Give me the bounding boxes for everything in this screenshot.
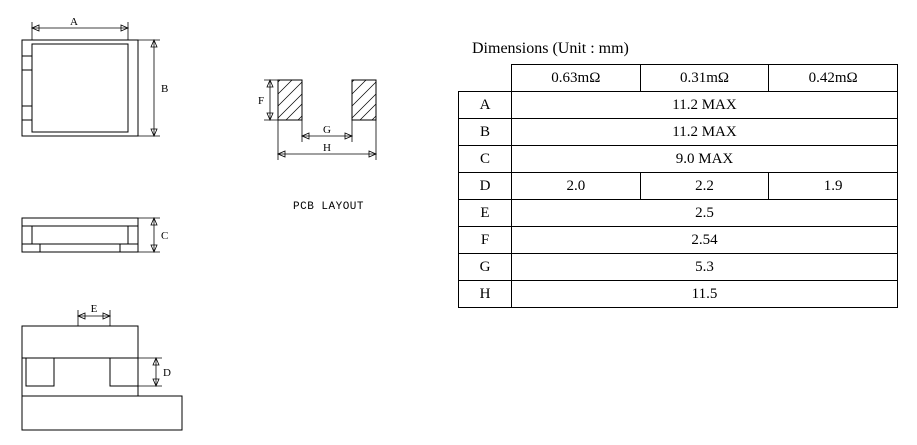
row-value-d-1: 2.2	[640, 173, 769, 200]
table-row	[459, 146, 898, 173]
row-value-d-0: 2.0	[512, 173, 641, 200]
row-value-g: 5.3	[512, 254, 898, 281]
dimensions-table-block	[458, 40, 898, 308]
row-label-g: G	[459, 254, 512, 281]
table-header-row	[459, 65, 898, 92]
dim-label-d: D	[163, 367, 171, 379]
row-label-h: H	[459, 281, 512, 308]
side-view-drawing	[10, 212, 170, 262]
dim-label-g: G	[323, 124, 331, 136]
table-row	[459, 200, 898, 227]
dim-label-b: B	[161, 83, 169, 95]
dim-label-a: A	[70, 16, 78, 28]
row-value-a: 11.2 MAX	[512, 92, 898, 119]
table-col-header-2: 0.42mΩ	[769, 65, 898, 92]
row-label-b: B	[459, 119, 512, 146]
bottom-view-drawing	[10, 300, 180, 435]
row-label-f: F	[459, 227, 512, 254]
dim-label-c: C	[161, 230, 169, 242]
dim-label-e: E	[90, 303, 98, 315]
table-col-header-0: 0.63mΩ	[512, 65, 641, 92]
row-label-c: C	[459, 146, 512, 173]
pcb-layout-drawing	[248, 72, 408, 192]
row-value-e: 2.5	[512, 200, 898, 227]
table-row	[459, 92, 898, 119]
row-label-e: E	[459, 200, 512, 227]
table-row	[459, 254, 898, 281]
table-col-header-1: 0.31mΩ	[640, 65, 769, 92]
dim-label-h: H	[323, 142, 331, 154]
table-row	[459, 119, 898, 146]
dimensions-table-title: Dimensions (Unit : mm)	[472, 40, 629, 57]
row-value-f: 2.54	[512, 227, 898, 254]
row-value-c: 9.0 MAX	[512, 146, 898, 173]
row-value-b: 11.2 MAX	[512, 119, 898, 146]
row-label-d: D	[459, 173, 512, 200]
pcb-layout-caption: PCB LAYOUT	[293, 201, 365, 213]
row-value-d-2: 1.9	[769, 173, 898, 200]
table-row	[459, 227, 898, 254]
dim-label-f: F	[258, 95, 265, 107]
top-view-drawing	[10, 18, 170, 148]
table-row	[459, 281, 898, 308]
dimensions-table	[458, 64, 898, 308]
row-label-a: A	[459, 92, 512, 119]
table-corner-cell	[459, 65, 512, 92]
row-value-h: 11.5	[512, 281, 898, 308]
table-row	[459, 173, 898, 200]
